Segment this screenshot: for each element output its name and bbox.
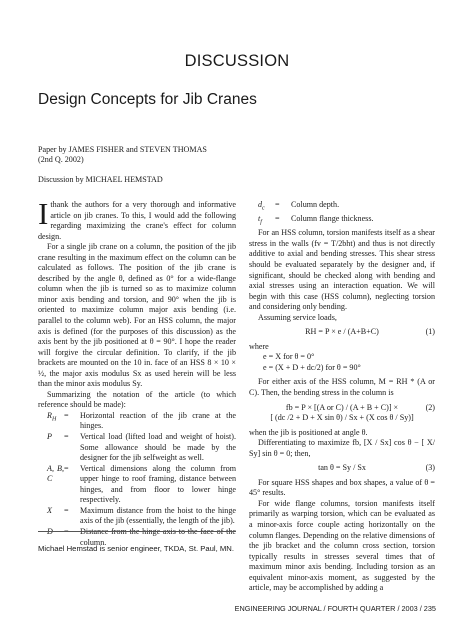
body-paragraph: For wide flange columns, torsion manifests itself primarily as warping torsion, which can be evaluated as a minor-axis force couple acting horizontally on the column flanges. Depending on the relative dimensions of the jib bracket and the column cross section, torsion typically results in stresses several times that of maximum minor axis bending. Including torsion as an equivalent minor-axis moment, as suggested by the article, may be accomplished by adding a (249, 498, 435, 593)
notation-symbol: A, B, C (47, 463, 64, 484)
notation-equals: = (275, 214, 280, 224)
paper-date: (2nd Q. 2002) (38, 155, 84, 164)
drop-cap: I (38, 196, 49, 231)
notation-equals: = (64, 463, 69, 473)
where-label: where (249, 341, 269, 351)
section-heading: DISCUSSION (184, 52, 290, 70)
notation-row (38, 464, 236, 506)
notation-symbol: $d_c$ (258, 200, 265, 212)
notation-symbol: D (47, 526, 53, 536)
right-column (249, 200, 435, 594)
notation-equals: = (64, 410, 69, 420)
notation-description: Distance from the hinge axis to the face of the column. (80, 526, 236, 547)
condition-line: e = (X + D + dc/2) for θ = 90° (263, 362, 361, 372)
body-paragraph: Differentiating to maximize fb, [X / Sx] cos θ − [ X/ Sy] sin θ = 0; then, (249, 438, 435, 458)
author-footnote: Michael Hemstad is senior engineer, TKDA, St. Paul, MN. (38, 544, 234, 553)
body-paragraph: Assuming service loads, (258, 312, 337, 322)
notation-description: Vertical dimensions along the column from upper hinge to roof framing, distance between hinges, and from floor to lower hinge respectively. (80, 463, 236, 505)
notation-equals: = (64, 505, 69, 515)
equation-text: fb = P × [(A or C) / (A + B + C)] × (285, 402, 399, 412)
equation-2-continued (249, 413, 435, 424)
notation-row (249, 214, 435, 228)
notation-equals: = (64, 432, 69, 442)
intro-paragraph: Ithank the authors for a very thorough and informative article on jib cranes. To this, I would add the following regarding maximizing the crane's effect for column design. (38, 196, 236, 241)
notation-symbol: $R_H$ (47, 410, 57, 423)
notation-equals: = (64, 526, 69, 536)
body-paragraph: For a single jib crane on a column, the position of the jib crane resulting in the maximum effect on the column can be calculated as follows. The position of the jib crane is described by the angle θ, defined as 0° for a wide-flange column when the jib is turned so as to maximize column minor axis bending and torsion, and 90° when the jib is oriented to maximize column major axis bending (i.e. parallel to the column web). For an HSS column, the major axis is defined (for the purposes of this discussion) as the axis bent by the jib positioned at θ = 90°. I hope the reader will forgive the circular definition. To clarify, if the jib brackets are mounted on the 10 in. face of an HSS 8 × 10 × ½, the major axis modulus Sx as used herein will be less than the minor axis modulus Sy. (38, 242, 236, 389)
notation-description: Vertical load (lifted load and weight of hoist). Some allowance should be made by the designer for the jib selfweight as well. (80, 432, 236, 463)
equation-text: RH = P × e / (A+B+C) (305, 327, 379, 337)
notation-row (38, 411, 236, 432)
notation-description: Column depth. (291, 200, 340, 209)
condition-line: e = X for θ = 0° (263, 352, 315, 362)
article-title: Design Concepts for Jib Cranes (38, 91, 257, 108)
body-paragraph: For either axis of the HSS column, M = RH * (A or C). Then, the bending stress in the column is (249, 377, 435, 397)
notation-symbol: P (47, 432, 52, 442)
notation-row (38, 506, 236, 527)
left-column (38, 196, 236, 548)
notation-description: Horizontal reaction of the jib crane at the hinges. (80, 410, 236, 431)
paper-authors: Paper by JAMES FISHER and STEVEN THOMAS (38, 145, 207, 154)
equation-number: (2) (425, 402, 435, 412)
footnote-divider (38, 531, 236, 532)
equation-number: (3) (425, 463, 435, 473)
notation-row (38, 432, 236, 464)
notation-description: Maximum distance from the hoist to the hinge axis of the jib (essentially, the length of the jib). (80, 505, 236, 526)
equation-2 (249, 403, 435, 414)
equation-1 (249, 327, 435, 338)
equation-3 (249, 463, 435, 474)
equation-text: tan θ = Sy / Sx (318, 463, 366, 473)
body-paragraph: For square HSS shapes and box shapes, a value of θ = 45° results. (249, 477, 435, 498)
notation-description: Column flange thickness. (291, 214, 374, 224)
notation-row (249, 200, 435, 214)
body-paragraph: Summarizing the notation of the article (to which reference should be made): (38, 389, 236, 410)
equation-number: (1) (425, 327, 435, 337)
notation-symbol: X (47, 505, 52, 515)
page-footer: ENGINEERING JOURNAL / FOURTH QUARTER / 2003 / 235 (234, 604, 436, 613)
body-paragraph: when the jib is positioned at angle θ. (249, 427, 368, 437)
body-paragraph: For an HSS column, torsion manifests itself as a shear stress in the walls (fv = T/2bht) and thus is not directly additive to axial and bending stresses. This shear stress should be evaluated separately by the designer and, if significant, should be checked along with bending and axial stresses using an interaction equation. We will begin with this case (HSS column), neglecting torsion and considering only bending. (249, 228, 435, 312)
notation-symbol: $t_f$ (258, 214, 262, 226)
discussion-author: Discussion by MICHAEL HEMSTAD (38, 175, 163, 184)
equation-text: [ (dc /2 + D + X sin θ) / Sx + (X cos θ / Sy)] (270, 413, 414, 423)
notation-equals: = (275, 200, 280, 209)
